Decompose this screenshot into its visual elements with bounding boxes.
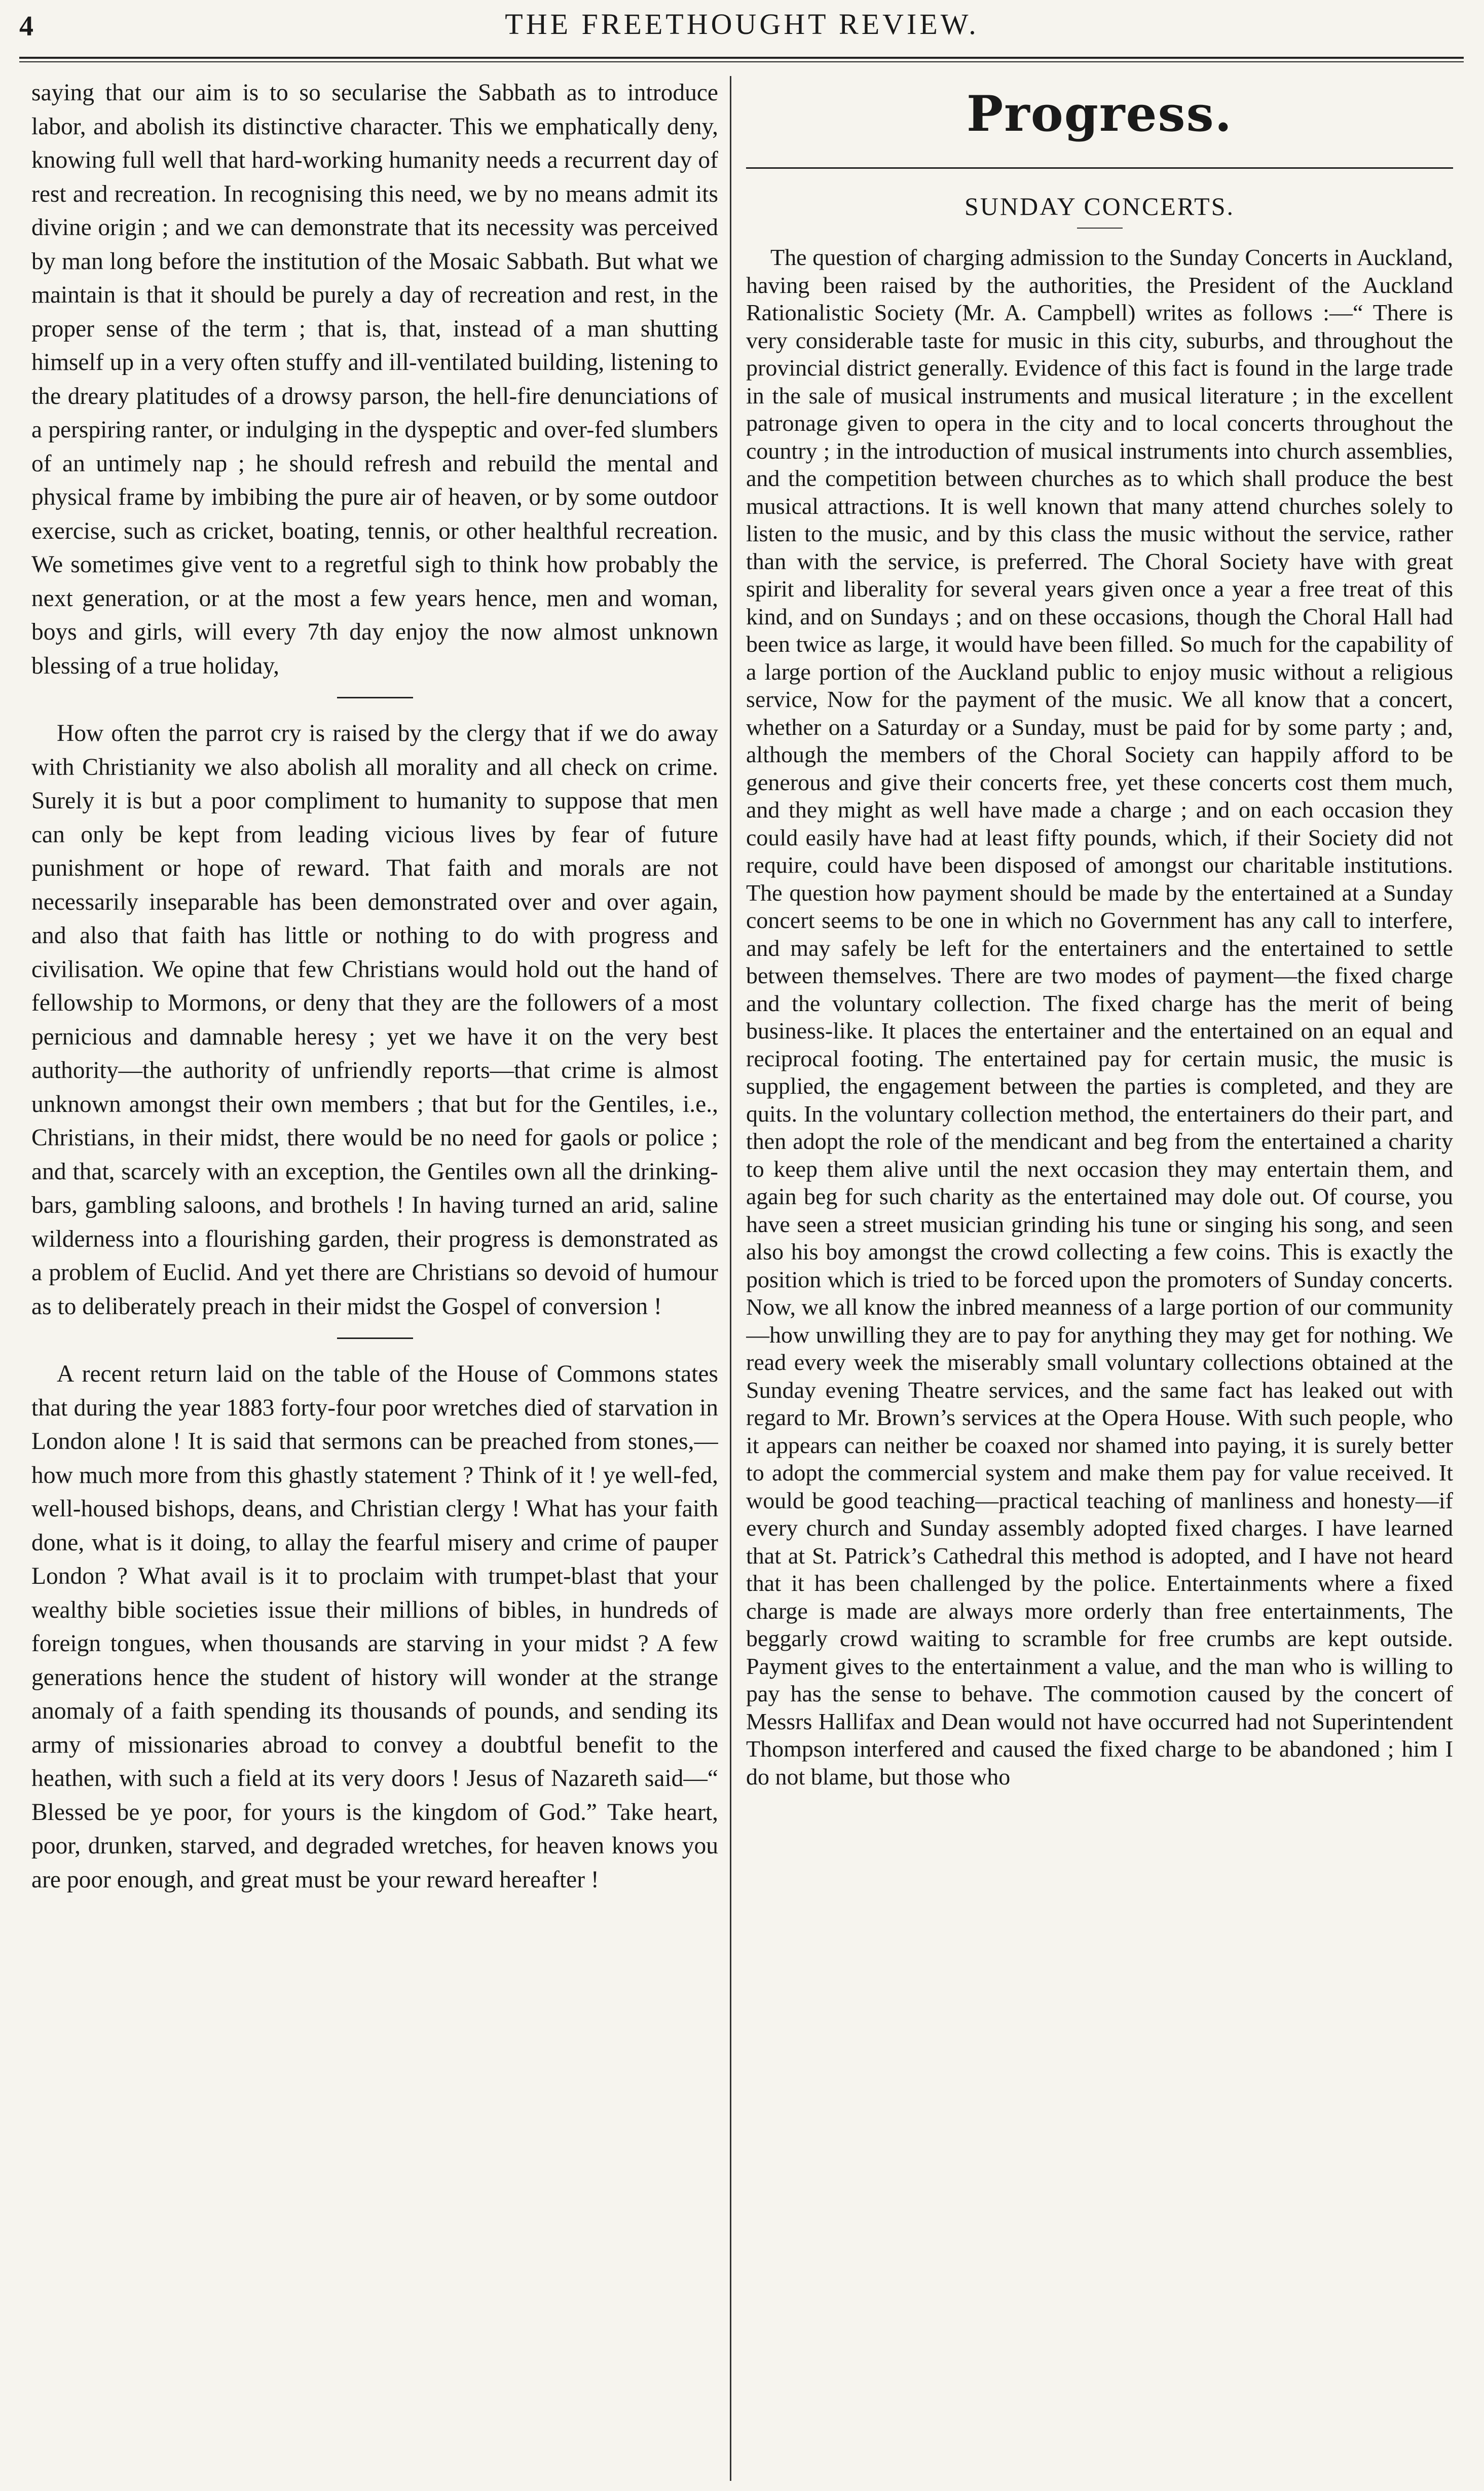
article-title: SUNDAY CONCERTS. [964, 192, 1235, 220]
article-body: The question of charging admission to the Sunday Concerts in Auckland, having been raised by the authorities, the President of the Auckland Rationalistic Society (Mr. A. Campbell) writes as follows :—“ There is very considerable taste for music in this city, suburbs, and throughout the provincial district generally. Evidence of this fact is found in the large trade in the sale of musical instruments and musical literature ; in the excellent patronage given to opera in the city and to local concerts throughout the country ; in the introduction of musical instruments into church assemblies, and the competition between churches as to which shall produce the best musical attractions. It is well known that many attend churches solely to listen to the music, and by this class the music without the service, rather than with the service, is preferred. The Choral Society have with great spirit and liberality for several years given once a year a free treat of this kind, and on Sundays ; and on these occasions, though the Choral Hall had been twice as large, it would have been filled. So much for the capability of a large portion of the Auckland public to enjoy music without a religious service, Now for the payment of the music. We all know that a concert, whether on a Saturday or a Sunday, must be paid for by some party ; and, although the members of the Choral Society can happily afford to be generous and give their concerts free, yet these concerts cost them much, and they might as well have made a charge ; and on each occasion they could easily have had at least fifty pounds, which, if their Society did not require, could have been disposed of amongst our charitable institutions. The question how payment should be made by the entertained at a Sunday concert seems to be one in which no Government has any call to interfere, and may safely be left for the entertainers and the entertained to settle between themselves. There are two modes of payment—the fixed charge and the voluntary collection. The fixed charge has the merit of being business-like. It places the entertainer and the entertained on an equal and reciprocal footing. The entertained pay for certain music, the music is supplied, the engagement between the parties is completed, and they are quits. In the voluntary collection method, the entertainers do their part, and then adopt the role of the mendicant and beg from the entertained a charity to keep them alive until the next occasion they may entertain them, and again beg for such charity as the entertained may dole out. Of course, you have seen a street musician grinding his tune or singing his song, and seen also his boy amongst the crowd collecting a few coins. This is exactly the position which is tried to be forced upon the promoters of Sunday concerts. Now, we all know the inbred meanness of a large portion of our community—how unwilling they are to pay for anything they may get for nothing. We read every week the miserably small voluntary collections obtained at the Sunday evening Theatre services, and the same fact has leaked out with regard to Mr. Brown’s services at the Opera House. With such people, who it appears can neither be coaxed nor shamed into paying, it is surely better to adopt the commercial system and make them pay for value received. It would be good teaching—practical teaching of manliness and honesty—if every church and Sunday assembly adopted fixed charges. I have learned that at St. Patrick’s Cathedral this method is adopted, and I have not heard that it has been challenged by the police. Entertainments where a fixed charge is made are always more orderly than free entertainments, The beggarly crowd waiting to scramble for free crumbs are kept outside. Payment gives to the entertainment a value, and the man who is willing to pay has the sense to behave. The commotion caused by the concert of Messrs Hallifax and Dean would not have occurred had not Superintendent Thompson interfered and caused the fixed charge to be abandoned ; him I do not blame, but those who [746, 244, 1453, 1790]
right-column [746, 76, 1453, 2478]
running-title: THE FREETHOUGHT REVIEW. [505, 8, 979, 41]
left-paragraph-1: saying that our aim is to so secularise the Sabbath as to introduce labor, and abolish its distinctive character. This we emphatically deny, knowing full well that hard-working humanity needs a recurrent day of rest and recreation. In recognising this need, we by no means admit its divine origin ; and we can demonstrate that its necessity was perceived by man long before the institution of the Mosaic Sabbath. But what we maintain is that it should be purely a day of recreation and rest, in the proper sense of the term ; that is, that, instead of a man shutting himself up in a very often stuffy and ill-ventilated building, listening to the dreary platitudes of a drowsy parson, the hell-fire denunciations of a perspiring ranter, or indulging in the dyspeptic and over-fed slumbers of an untimely nap ; he should refresh and rebuild the mental and physical frame by imbibing the pure air of heaven, or by some outdoor exercise, such as cricket, boating, tennis, or other healthful recreation. We sometimes give vent to a regretful sigh to think how probably the next generation, or at the most a few years hence, men and woman, boys and girls, will every 7th day enjoy the now almost unknown blessing of a true holiday, [31, 80, 718, 679]
page-number: 4 [19, 11, 33, 42]
section-divider [337, 1337, 413, 1339]
left-paragraph-2: How often the parrot cry is raised by the clergy that if we do away with Christianity we also abolish all morality and all check on crime. Surely it is but a poor compliment to humanity to suppose that men can only be kept from leading vicious lives by fear of future punishment or hope of reward. That faith and morals are not necessarily inseparable has been demonstrated over and over again, and also that faith has little or nothing to do with progress and civilisation. We opine that few Christians would hold out the hand of fellowship to Mormons, or deny that they are the followers of a most pernicious and damnable heresy ; yet we have it on the very best authority—the authority of unfriendly reports—that crime is almost unknown amongst their own members ; that but for the Gentiles, i.e., Christians, in their midst, there would be no need for gaols or police ; and that, scarcely with an exception, the Gentiles own all the drinking-bars, gambling saloons, and brothels ! In having turned an arid, saline wilderness into a flourishing garden, their progress is demonstrated as a problem of Euclid. And yet there are Christians so devoid of humour as to deliberately preach in their midst the Gospel of conversion ! [31, 720, 718, 1320]
left-column [31, 76, 718, 2478]
header-double-rule [19, 57, 1464, 62]
section-masthead: Progress. [966, 85, 1233, 142]
left-paragraph-3: A recent return laid on the table of the House of Commons states that during the year 1883 forty-four poor wretches died of starvation in London alone ! It is said that sermons can be preached from stones,—how much more from this ghastly statement ? Think of it ! ye well-fed, well-housed bishops, deans, and Christian clergy ! What has your faith done, what is it doing, to allay the fearful misery and crime of pauper London ? What avail is it to proclaim with trumpet-blast that your wealthy bible societies issue their millions of bibles, in hundreds of foreign tongues, when thousands are starving in your midst ? A few generations hence the student of history will wonder at the strange anomaly of a faith spending its thousands of pounds, and sending its army of missionaries abroad to convey a doubtful benefit to the heathen, with such a field at its very doors ! Jesus of Nazareth said—“ Blessed be ye poor, for yours is the kingdom of God.” Take heart, poor, drunken, starved, and degraded wretches, for heaven knows you are poor enough, and great must be your reward hereafter ! [31, 1361, 718, 1893]
column-rule [730, 76, 731, 2481]
title-dash [1077, 228, 1123, 229]
section-divider [337, 697, 413, 698]
masthead-rule [746, 167, 1453, 169]
